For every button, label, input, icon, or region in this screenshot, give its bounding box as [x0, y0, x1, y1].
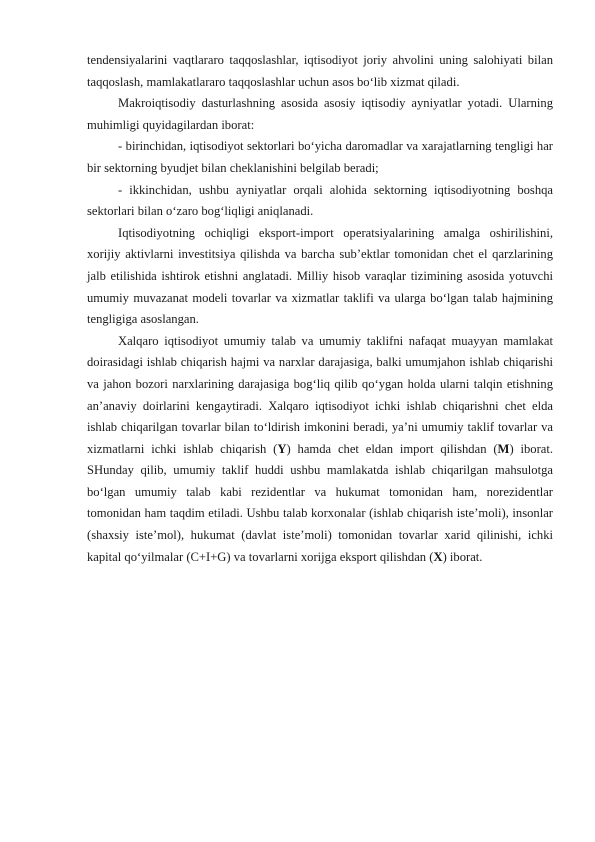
symbol-y: Y: [277, 441, 287, 456]
paragraph-openness: Iqtisodiyotning ochiqligi eksport-import operatsiyalarining amalga oshirilishini, xorijiy aktivlarni investitsiya qilishda va barcha sub’ektlar tomonidan chet el qarzlarining jalb etilishida ishtirok etishni anglatadi. Milliy hisob varaqlar tizimining asosida yotuvchi umumiy muvazanat modeli tovarlar va xizmatlar taklifi va ularga bo‘lgan talab hajmining tengligiga asoslangan.: [87, 225, 553, 327]
paragraph-international-economy: [87, 331, 553, 569]
paragraph-continuation: tendensiyalarini vaqtlararo taqqoslashlar, iqtisodiyot joriy ahvolini uning salohiyati bilan taqqoslash, mamlakatlararo taqqoslashlar uchun asos bo‘lib xizmat qiladi.: [87, 53, 553, 89]
paragraph-firstly: - birinchidan, iqtisodiyot sektorlari bo‘yicha daromadlar va xarajatlarning tengligi har bir sektorning byudjet bilan cheklanishini belgilab beradi;: [87, 139, 553, 175]
paragraph-secondly: - ikkinchidan, ushbu ayniyatlar orqali alohida sektorning iqtisodiyotning boshqa sektorlari bilan o‘zaro bog‘liqligi aniqlanadi.: [87, 182, 553, 219]
text-segment: ) iborat.: [442, 549, 483, 564]
symbol-x: X: [433, 549, 443, 564]
symbol-m: M: [497, 441, 510, 456]
document-page: [87, 50, 553, 568]
paragraph-macro-programming: Makroiqtisodiy dasturlashning asosida asosiy iqtisodiy ayniyatlar yotadi. Ularning muhimligi quyidagilardan iborat:: [87, 96, 553, 132]
text-segment: ) iborat. SHunday qilib, umumiy taklif huddi ushbu mamlakatda ishlab chiqarilgan mahsulotga bo‘lgan umumiy talab kabi rezidentlar va hukumat tomonidan ham, norezidentlar tomonidan ham taqdim etiladi. Ushbu talab korxonalar (ishlab chiqarish iste’moli), insonlar (shaxsiy iste’mol), hukumat (davlat iste’moli) tomonidan tovarlar xarid qilinishi, ichki kapital qo‘yilmalar (C+I+G) va tovarlarni xorijga eksport qilishdan (: [87, 441, 554, 564]
text-segment: ) hamda chet eldan import qilishdan (: [286, 441, 498, 456]
text-segment: Xalqaro iqtisodiyot umumiy talab va umumiy taklifni nafaqat muayyan mamlakat doirasidagi ishlab chiqarish hajmi va narxlar darajasiga, balki umumjahon ishlab chiqarishi va jahon bozori narxlarining darajasiga bog‘liq qilib qo‘ygan holda ularni talqin etishning an’anaviy doirlarini kengaytiradi. Xalqaro iqtisodiyot ichki ishlab chiqarishni chet elda ishlab chiqarilgan tovarlar bilan to‘ldirish imkonini beradi, ya’ni umumiy taklif tovarlar va xizmatlarni ichki ishlab chiqarish (: [87, 333, 553, 456]
